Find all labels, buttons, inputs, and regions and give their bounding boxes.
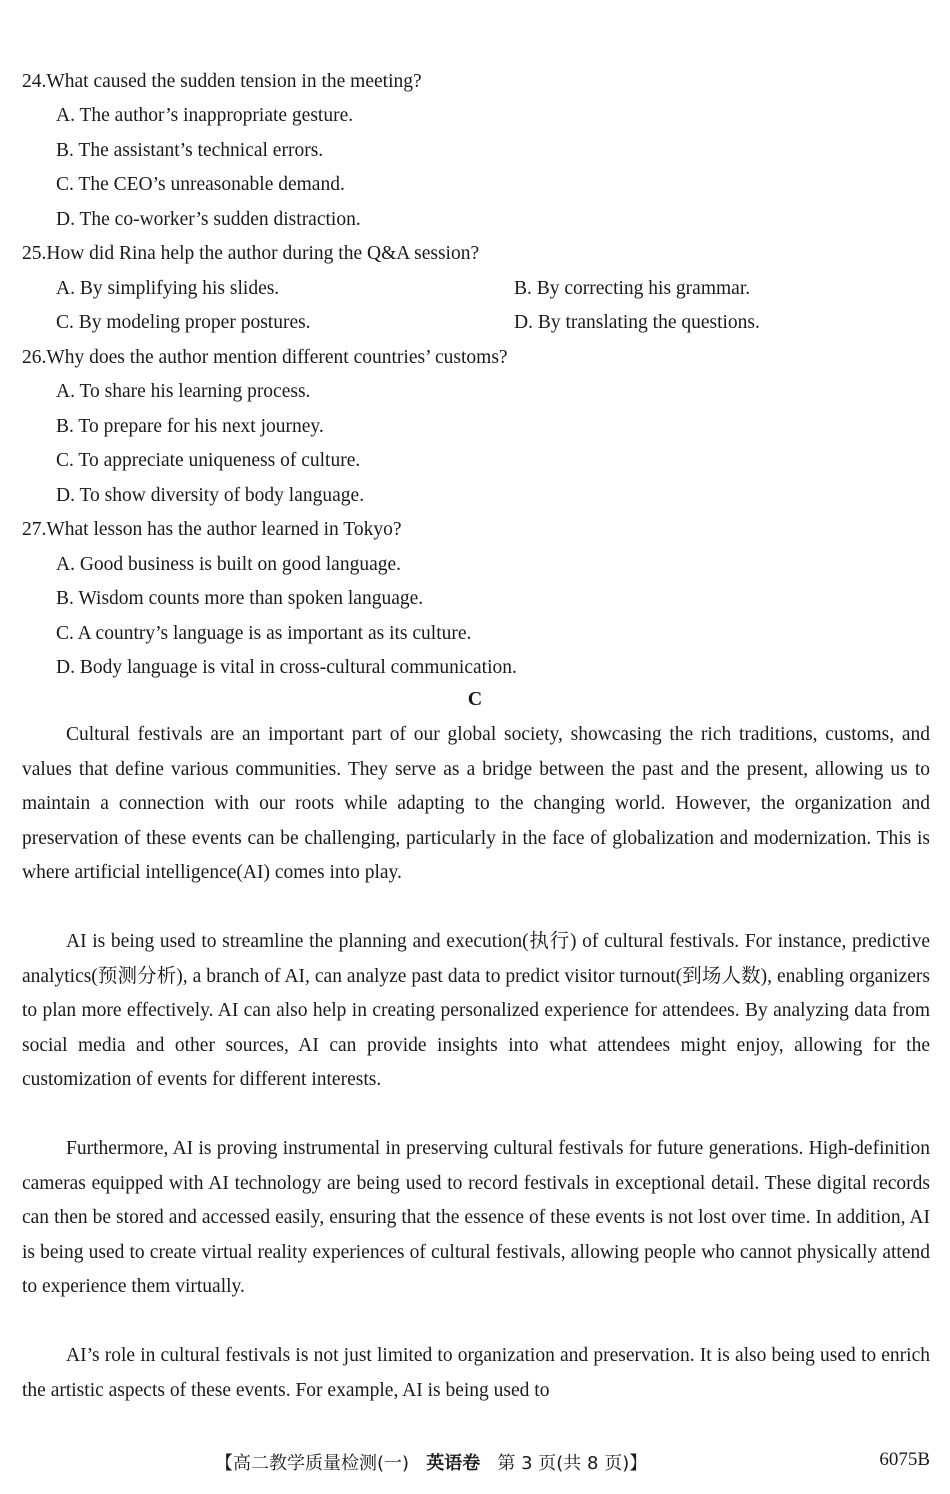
question-text: How did Rina help the author during the Q&A session? [46,243,480,264]
question-25-stem [22,242,479,266]
question-number: 25. [22,243,47,264]
question-26-stem [22,346,508,370]
paragraph-text: AI is being used to streamline the planning and execution(执行) of cultural festivals. For instance, predictive analytics(预测分析), a branch of AI, can analyze past data to predict visitor turnout(到场人数), enabling organizers to plan more effectively. AI can also help in creating personalized experience for attendees. By analyzing data from social media and other sources, AI can provide insights into what attendees might enjoy, allowing for the customization of events for different interests. [22,931,930,1090]
question-26-option-b: B. To prepare for his next journey. [56,416,324,437]
question-27-option-a: A. Good business is built on good language. [56,554,402,575]
footer-page-info: 第 3 页(共 8 页) [497,1453,630,1474]
question-number: 26. [22,347,47,368]
footer-open-bracket: 【 [215,1453,233,1474]
question-25-option-a: A. By simplifying his slides. [56,278,280,299]
question-text: What lesson has the author learned in Tokyo? [46,519,402,540]
question-text: What caused the sudden tension in the meeting? [46,71,422,92]
question-24-stem [22,70,422,94]
question-26-option-c: C. To appreciate uniqueness of culture. [56,450,361,471]
question-27-stem [22,518,402,542]
question-27-option-d: D. Body language is vital in cross-cultural communication. [56,657,517,678]
passage-paragraph-4 [22,1339,930,1408]
question-27-option-b: B. Wisdom counts more than spoken language. [56,588,424,609]
question-text: Why does the author mention different countries’ customs? [46,347,508,368]
paragraph-text: Furthermore, AI is proving instrumental in preserving cultural festivals for future generations. High-definition cameras equipped with AI technology are being used to record festivals in exceptional detail. These digital records can then be stored and accessed easily, ensuring that the essence of these events is not lost over time. In addition, AI is being used to create virtual reality experiences of cultural festivals, allowing people who cannot physically attend to experience them virtually. [22,1138,930,1297]
footer-subject: 英语卷 [426,1453,481,1474]
question-25-option-c: C. By modeling proper postures. [56,312,311,333]
footer-exam-info [215,1449,647,1475]
passage-paragraph-1 [22,718,930,891]
question-25-option-d: D. By translating the questions. [514,312,760,333]
section-title: C [467,688,483,710]
paragraph-text: Cultural festivals are an important part of our global society, showcasing the rich traditions, customs, and values that define various communities. They serve as a bridge between the past and the present, allowing us to maintain a connection with our roots while adapting to the changing world. However, the organization and preservation of these events can be challenging, particularly in the face of globalization and modernization. This is where artificial intelligence(AI) comes into play. [22,724,930,883]
paragraph-text: AI’s role in cultural festivals is not just limited to organization and preservation. It is also being used to enrich the artistic aspects of these events. For example, AI is being used to [22,1345,930,1401]
question-26-option-d: D. To show diversity of body language. [56,485,365,506]
question-number: 27. [22,519,47,540]
footer-exam-code: 6075B [879,1449,930,1470]
question-24-option-a: A. The author’s inappropriate gesture. [56,105,354,126]
passage-paragraph-3 [22,1132,930,1305]
footer-exam-name: 高二教学质量检测(一) [233,1453,410,1474]
question-24-option-d: D. The co-worker’s sudden distraction. [56,209,361,230]
question-25-option-b: B. By correcting his grammar. [514,278,751,299]
footer-close-bracket: 】 [629,1453,648,1474]
question-number: 24. [22,71,47,92]
passage-paragraph-2 [22,925,930,1098]
question-27-option-c: C. A country’s language is as important as its culture. [56,623,472,644]
question-24-option-c: C. The CEO’s unreasonable demand. [56,174,345,195]
question-26-option-a: A. To share his learning process. [56,381,311,402]
question-24-option-b: B. The assistant’s technical errors. [56,140,324,161]
